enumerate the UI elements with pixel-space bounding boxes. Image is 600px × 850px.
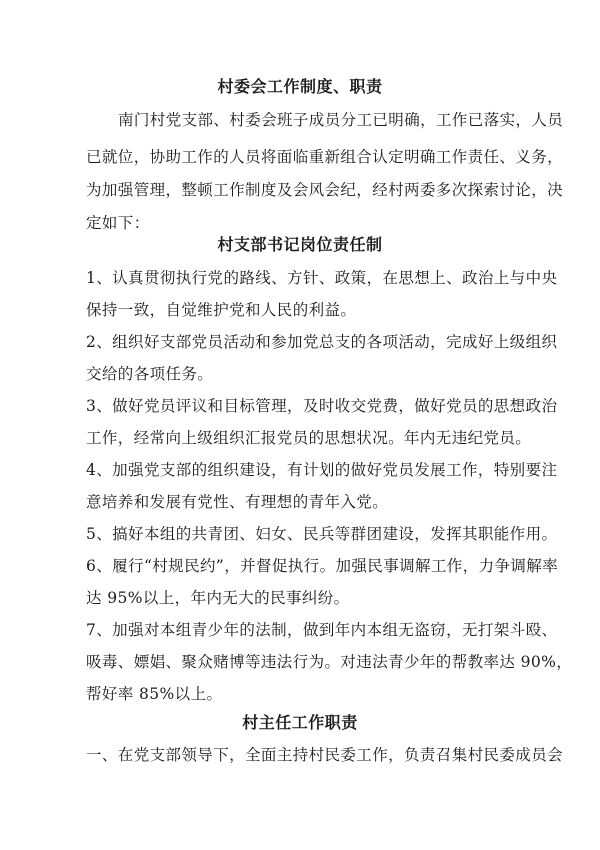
secretary-duty-line: 帮好率 85%以上。 xyxy=(86,685,223,703)
secretary-duty-line: 6、履行“村规民约”，并督促执行。加强民事调解工作，力争调解率 xyxy=(86,557,559,575)
secretary-duty-line: 1、认真贯彻执行党的路线、方针、政策，在思想上、政治上与中央 xyxy=(86,269,558,287)
document-title: 村委会工作制度、职责 xyxy=(217,77,383,96)
section-heading-director: 村主任工作职责 xyxy=(242,713,358,732)
secretary-duty-line: 达 95%以上，年内无大的民事纠纷。 xyxy=(86,589,350,607)
intro-line: 为加强管理，整顿工作制度及会风会纪，经村两委多次探索讨论，决 xyxy=(86,181,564,199)
secretary-duty-line: 意培养和发展有党性、有理想的青年入党。 xyxy=(86,493,389,511)
secretary-duty-line: 5、搞好本组的共青团、妇女、民兵等群团建设，发挥其职能作用。 xyxy=(86,525,558,543)
intro-line: 南门村党支部、村委会班子成员分工已明确，工作已落实，人员 xyxy=(118,111,564,129)
intro-line: 定如下： xyxy=(86,214,150,232)
secretary-duty-line: 3、做好党员评议和目标管理，及时收交党费，做好党员的思想政治 xyxy=(86,397,558,415)
secretary-duty-line: 2、组织好支部党员活动和参加党总支的各项活动，完成好上级组织 xyxy=(86,333,558,351)
intro-line: 已就位，协助工作的人员将面临重新组合认定明确工作责任、义务， xyxy=(86,148,564,166)
section-heading-secretary: 村支部书记岗位责任制 xyxy=(217,235,383,254)
secretary-duty-line: 交给的各项任务。 xyxy=(86,365,214,383)
director-duty-line: 一、在党支部领导下，全面主持村民委工作，负责召集村民委成员会 xyxy=(86,746,564,764)
secretary-duty-line: 工作，经常向上级组织汇报党员的思想状况。年内无违纪党员。 xyxy=(86,429,532,447)
secretary-duty-line: 7、加强对本组青少年的法制，做到年内本组无盗窃，无打架斗殴、 xyxy=(86,621,558,639)
secretary-duty-line: 吸毒、嫖娼、聚众赌博等违法行为。对违法青少年的帮教率达 90%， xyxy=(86,653,573,671)
secretary-duty-line: 4、加强党支部的组织建设，有计划的做好党员发展工作，特别要注 xyxy=(86,461,558,479)
secretary-duty-line: 保持一致，自觉维护党和人民的利益。 xyxy=(86,301,357,319)
